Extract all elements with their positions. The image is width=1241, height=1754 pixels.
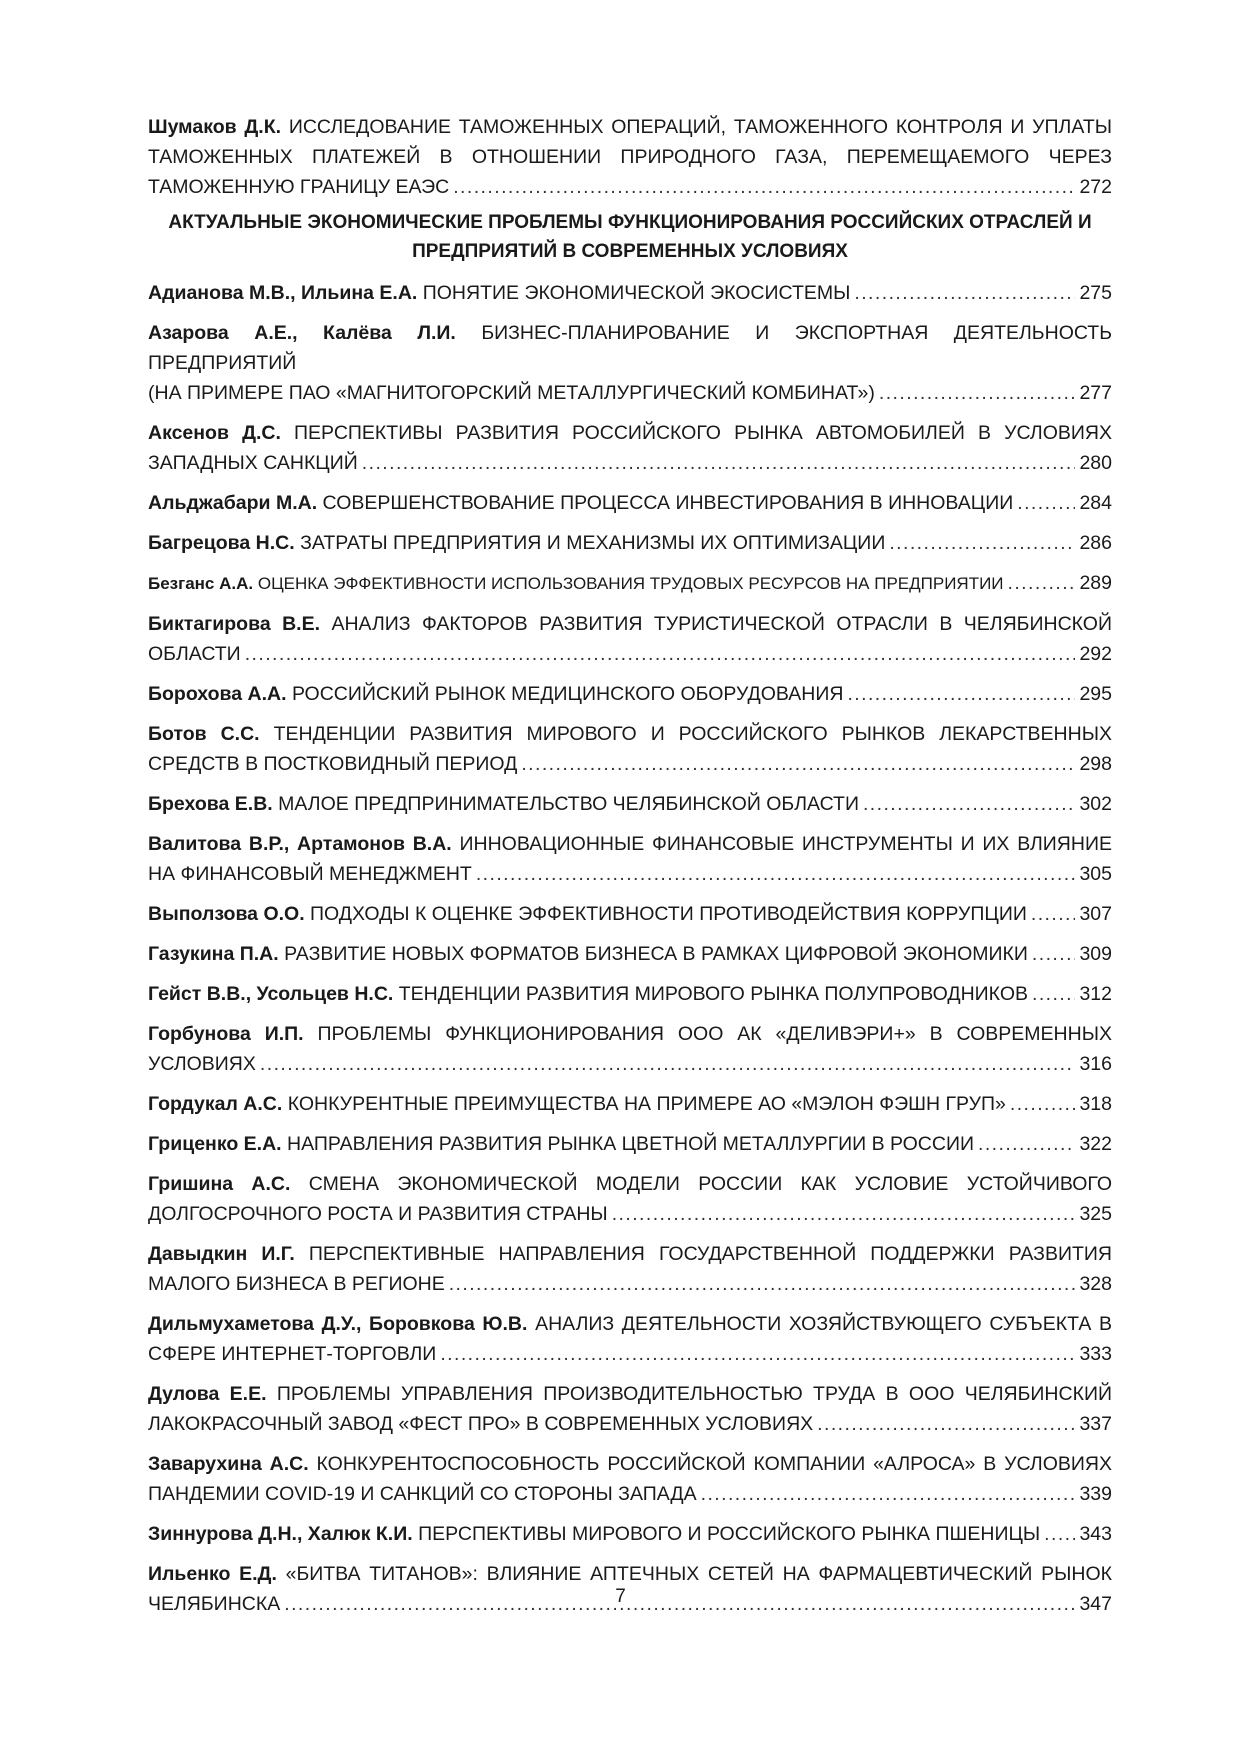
toc-entry-title-wrap [148,749,517,779]
toc-entry-title-end: ЧЕЛЯБИНСКА [148,1593,281,1615]
toc-entry-line [148,829,1112,859]
toc-entry-title-end: ПАНДЕМИИ COVID-19 И САНКЦИЙ СО СТОРОНЫ ЗАПАДА [148,1483,697,1505]
dot-leader [978,1129,1075,1159]
toc-entry [148,528,1112,558]
toc-entry-author: Ильенко Е.Д. [148,1563,277,1585]
toc-entry [148,1449,1112,1509]
toc-entry-page-number: 275 [1079,282,1112,304]
toc-entry-title-end: ЗАПАДНЫХ САНКЦИЙ [148,452,358,474]
toc-entry-title-end: ПОДХОДЫ К ОЦЕНКЕ ЭФФЕКТИВНОСТИ ПРОТИВОДЕЙСТВИЯ КОРРУПЦИИ [310,903,1027,925]
toc-entry-title-wrap [148,789,859,819]
toc-entry-tail [148,1199,1112,1229]
dot-leader [701,1479,1076,1509]
toc-entry-title-wrap [148,1339,436,1369]
toc-entry [148,979,1112,1009]
toc-entry-page-number: 302 [1079,793,1112,815]
toc-entry-title-end: ОБЛАСТИ [148,643,241,665]
dot-leader [362,448,1076,478]
toc-entry-title-end: ДОЛГОСРОЧНОГО РОСТА И РАЗВИТИЯ СТРАНЫ [148,1203,608,1225]
toc-entry-first [148,112,1112,202]
dot-leader [1032,979,1075,1009]
dot-leader [863,789,1075,819]
toc-entry-title-wrap [148,1409,813,1439]
toc-entry [148,1129,1112,1159]
toc-entry-title-end: МАЛОГО БИЗНЕСА В РЕГИОНЕ [148,1273,445,1295]
toc-entry-page-number: 322 [1079,1133,1112,1155]
toc-entry [148,679,1112,709]
toc-entry-page-number: 339 [1079,1483,1112,1505]
table-of-contents [148,112,1112,1629]
toc-entry-page-number: 333 [1079,1343,1112,1365]
toc-entry-title-wrap [148,979,1028,1009]
toc-entry-tail [148,1089,1112,1119]
toc-entry-tail [148,979,1112,1009]
toc-entry-author: Борохова А.А. [148,683,287,705]
toc-entry [148,318,1112,408]
toc-entry-line [148,318,1112,378]
toc-entry-title: ИННОВАЦИОННЫЕ ФИНАНСОВЫЕ ИНСТРУМЕНТЫ И ИХ ВЛИЯНИЕ [459,833,1112,855]
toc-entry-title-end: (НА ПРИМЕРЕ ПАО «МАГНИТОГОРСКИЙ МЕТАЛЛУРГИЧЕСКИЙ КОМБИНАТ») [148,382,875,404]
toc-entry-page-number: 318 [1079,1093,1112,1115]
toc-entry-page-number: 286 [1079,532,1112,554]
dot-leader [817,1409,1075,1439]
toc-entry-title-end: НАПРАВЛЕНИЯ РАЗВИТИЯ РЫНКА ЦВЕТНОЙ МЕТАЛЛУРГИИ В РОССИИ [287,1133,974,1155]
toc-entry-page-number: 292 [1079,643,1112,665]
toc-entry-title-end: СФЕРЕ ИНТЕРНЕТ-ТОРГОВЛИ [148,1343,437,1365]
toc-entry-title-end: ЗАТРАТЫ ПРЕДПРИЯТИЯ И МЕХАНИЗМЫ ИХ ОПТИМИЗАЦИИ [300,532,886,554]
toc-entry-title-wrap [148,859,472,889]
toc-entry-title-wrap [148,1089,1006,1119]
toc-entry-line [148,1239,1112,1269]
toc-entry-page-number: 289 [1079,572,1112,594]
toc-entry [148,1019,1112,1079]
toc-entry-author: Адианова М.В., Ильина Е.А. [148,282,418,304]
dot-leader [1032,939,1076,969]
toc-entry-tail [148,1269,1112,1299]
toc-entry-title: ПРОБЛЕМЫ ФУНКЦИОНИРОВАНИЯ ООО АК «ДЕЛИВЭРИ+» В СОВРЕМЕННЫХ [317,1023,1112,1045]
toc-entry-author: Дулова Е.Е. [148,1383,267,1405]
dot-leader [521,749,1075,779]
page-number: 7 [615,1586,626,1607]
toc-entry-tail [148,1049,1112,1079]
toc-entry-title: «БИТВА ТИТАНОВ»: ВЛИЯНИЕ АПТЕЧНЫХ СЕТЕЙ НА ФАРМАЦЕВТИЧЕСКИЙ РЫНОК [285,1563,1112,1585]
toc-entry [148,1309,1112,1369]
toc-entry-title-wrap [148,278,850,308]
toc-entry-title-wrap [148,939,1028,969]
toc-entry-title: АНАЛИЗ ДЕЯТЕЛЬНОСТИ ХОЗЯЙСТВУЮЩЕГО СУБЪЕКТА В [535,1313,1112,1335]
dot-leader [847,679,1075,709]
toc-entry-author: Выползова О.О. [148,903,305,925]
toc-entry-page-number: 347 [1079,1593,1112,1615]
dot-leader [1008,568,1076,598]
toc-entry [148,829,1112,889]
toc-entry-title-end: КОНКУРЕНТНЫЕ ПРЕИМУЩЕСТВА НА ПРИМЕРЕ АО «МЭЛОН ФЭШН ГРУП» [287,1093,1006,1115]
toc-entry-title-end: ОЦЕНКА ЭФФЕКТИВНОСТИ ИСПОЛЬЗОВАНИЯ ТРУДОВЫХ РЕСУРСОВ НА ПРЕДПРИЯТИИ [257,574,1004,593]
toc-entry-author: Биктагирова В.Е. [148,613,321,635]
dot-leader [453,172,1075,202]
toc-entry-title-wrap [148,448,358,478]
toc-entry-author: Безганс А.А. [148,574,254,593]
toc-entry-title-end: РАЗВИТИЕ НОВЫХ ФОРМАТОВ БИЗНЕСА В РАМКАХ ЦИФРОВОЙ ЭКОНОМИКИ [284,943,1028,965]
toc-entry [148,488,1112,518]
toc-entry [148,609,1112,669]
toc-entry-title-end: МАЛОЕ ПРЕДПРИНИМАТЕЛЬСТВО ЧЕЛЯБИНСКОЙ ОБЛАСТИ [278,793,859,815]
toc-entry-tail [148,749,1112,779]
toc-entry-author: Заварухина А.С. [148,1453,309,1475]
dot-leader [260,1049,1076,1079]
toc-entry-author: Азарова А.Е., Калёва Л.И. [148,322,456,344]
toc-entry-title-wrap [148,488,1013,518]
toc-entry [148,1089,1112,1119]
toc-entry-title: КОНКУРЕНТОСПОСОБНОСТЬ РОССИЙСКОЙ КОМПАНИИ «АЛРОСА» В УСЛОВИЯХ [316,1453,1112,1475]
toc-entry-author: Валитова В.Р., Артамонов В.А. [148,833,452,855]
toc-entry-author: Багрецова Н.С. [148,532,295,554]
toc-entry-author: Гордукал А.С. [148,1093,283,1115]
toc-entry-line [148,112,1112,142]
toc-entry [148,1379,1112,1439]
toc-entry-title-end: СРЕДСТВ В ПОСТКОВИДНЫЙ ПЕРИОД [148,753,518,775]
toc-entry-tail [148,1339,1112,1369]
toc-entry-page-number: 295 [1079,683,1112,705]
toc-entry-page-number: 337 [1079,1413,1112,1435]
toc-entry-line: ТАМОЖЕННЫХ ПЛАТЕЖЕЙ В ОТНОШЕНИИ ПРИРОДНОГО ГАЗА, ПЕРЕМЕЩАЕМОГО ЧЕРЕЗ [148,146,1112,168]
toc-entry [148,278,1112,308]
toc-entry-tail [148,859,1112,889]
toc-entry-title-wrap [148,679,843,709]
dot-leader [449,1269,1076,1299]
toc-entry-title-end: НА ФИНАНСОВЫЙ МЕНЕДЖМЕНТ [148,863,472,885]
toc-entry-author: Гриценко Е.А. [148,1133,282,1155]
toc-entry-title-wrap [148,1479,697,1509]
toc-entry-title: ПРОБЛЕМЫ УПРАВЛЕНИЯ ПРОИЗВОДИТЕЛЬНОСТЬЮ ТРУДА В ООО ЧЕЛЯБИНСКИЙ [276,1383,1112,1405]
toc-entry-page-number: 305 [1079,863,1112,885]
toc-entry [148,568,1112,599]
toc-entry-author: Ботов С.С. [148,723,260,745]
toc-entry-title: БИЗНЕС-ПЛАНИРОВАНИЕ И ЭКСПОРТНАЯ ДЕЯТЕЛЬНОСТЬ ПРЕДПРИЯТИЙ [148,322,1113,374]
toc-entry-page-number: 272 [1079,176,1112,198]
toc-entry-page-number: 280 [1079,452,1112,474]
dot-leader [854,278,1075,308]
toc-entry-line [148,719,1112,749]
toc-entry-title-wrap [148,1199,608,1229]
toc-entry-title: ТЕНДЕНЦИИ РАЗВИТИЯ МИРОВОГО И РОССИЙСКОГО РЫНКОВ ЛЕКАРСТВЕННЫХ [273,723,1112,745]
dot-leader [1010,1089,1076,1119]
toc-entry-title-wrap [148,378,875,408]
toc-entry-title-end: ТЕНДЕНЦИИ РАЗВИТИЯ МИРОВОГО РЫНКА ПОЛУПРОВОДНИКОВ [398,983,1028,1005]
toc-entry-title-wrap [148,528,885,558]
toc-entry-title-end: ТАМОЖЕННУЮ ГРАНИЦУ ЕАЭС [148,176,450,198]
toc-entry-author: Газукина П.А. [148,943,279,965]
toc-entry-title: ИССЛЕДОВАНИЕ ТАМОЖЕННЫХ ОПЕРАЦИЙ, ТАМОЖЕННОГО КОНТРОЛЯ И УПЛАТЫ [288,116,1112,138]
toc-entry-author: Зиннурова Д.Н., Халюк К.И. [148,1523,413,1545]
toc-entry-tail [148,1519,1112,1549]
toc-entry-author: Альджабари М.А. [148,492,318,514]
toc-entry-page-number: 307 [1079,903,1112,925]
toc-entry-tail [148,789,1112,819]
toc-entry-tail [148,1129,1112,1159]
toc-entry-tail [148,568,1112,599]
toc-entry-title: ПЕРСПЕКТИВНЫЕ НАПРАВЛЕНИЯ ГОСУДАРСТВЕННОЙ ПОДДЕРЖКИ РАЗВИТИЯ [308,1243,1112,1265]
toc-entry [148,789,1112,819]
toc-entry-author: Брехова Е.В. [148,793,273,815]
toc-entry-line [148,418,1112,448]
toc-entry-title-end: РОССИЙСКИЙ РЫНОК МЕДИЦИНСКОГО ОБОРУДОВАНИЯ [291,683,844,705]
dot-leader [612,1199,1076,1229]
dot-leader [476,859,1076,889]
toc-entry-title-wrap [148,1129,974,1159]
toc-entry-line [148,609,1112,639]
toc-entry-page-number: 284 [1079,492,1112,514]
toc-entry-tail [148,488,1112,518]
toc-entry [148,418,1112,478]
toc-entry-page-number: 298 [1079,753,1112,775]
toc-entry-title-wrap [148,1519,1040,1549]
toc-entry [148,1519,1112,1549]
toc-entry [148,1169,1112,1229]
dot-leader [889,528,1075,558]
toc-entry-page-number: 277 [1079,382,1112,404]
toc-entry-author: Шумаков Д.К. [148,116,282,138]
toc-entry [148,1239,1112,1299]
toc-entry-page-number: 343 [1079,1523,1112,1545]
toc-entry-tail [148,1409,1112,1439]
toc-entry-tail [148,278,1112,308]
toc-entry-title: АНАЛИЗ ФАКТОРОВ РАЗВИТИЯ ТУРИСТИЧЕСКОЙ ОТРАСЛИ В ЧЕЛЯБИНСКОЙ [331,613,1112,635]
toc-entry-page-number: 325 [1079,1203,1112,1225]
toc-entry-line [148,1559,1112,1589]
toc-entry-title: ПЕРСПЕКТИВЫ РАЗВИТИЯ РОССИЙСКОГО РЫНКА АВТОМОБИЛЕЙ В УСЛОВИЯХ [294,422,1113,444]
toc-entry-title-end: УСЛОВИЯХ [148,1053,256,1075]
toc-entry-title-end: ПОНЯТИЕ ЭКОНОМИЧЕСКОЙ ЭКОСИСТЕМЫ [422,282,851,304]
toc-entries [148,278,1112,1619]
toc-entry-author: Аксенов Д.С. [148,422,281,444]
toc-entry-page-number: 316 [1079,1053,1112,1075]
toc-entry-author: Гейст В.В., Усольцев Н.С. [148,983,394,1005]
toc-entry-tail [148,172,1112,202]
toc-entry-tail [148,378,1112,408]
toc-entry-line [148,1379,1112,1409]
dot-leader [1031,899,1076,929]
dot-leader [245,639,1076,669]
section-heading-line: АКТУАЛЬНЫЕ ЭКОНОМИЧЕСКИЕ ПРОБЛЕМЫ ФУНКЦИОНИРОВАНИЯ РОССИЙСКИХ ОТРАСЛЕЙ И [168,212,1092,233]
toc-entry-title-end: ЛАКОКРАСОЧНЫЙ ЗАВОД «ФЕСТ ПРО» В СОВРЕМЕННЫХ УСЛОВИЯХ [148,1413,814,1435]
toc-entry-page-number: 309 [1079,943,1112,965]
toc-entry-line [148,1449,1112,1479]
toc-entry-tail [148,939,1112,969]
toc-entry-title-wrap [148,1049,256,1079]
toc-entry-line [148,1169,1112,1199]
toc-entry-title-end: ПЕРСПЕКТИВЫ МИРОВОГО И РОССИЙСКОГО РЫНКА ПШЕНИЦЫ [418,1523,1041,1545]
toc-entry-title-wrap [148,899,1027,929]
toc-entry-page-number: 312 [1079,983,1112,1005]
toc-entry-tail [148,679,1112,709]
toc-entry [148,899,1112,929]
dot-leader [440,1339,1075,1369]
toc-entry-tail [148,899,1112,929]
toc-entry-tail [148,1479,1112,1509]
toc-entry-author: Гришина А.С. [148,1173,291,1195]
toc-entry-title: СМЕНА ЭКОНОМИЧЕСКОЙ МОДЕЛИ РОССИИ КАК УСЛОВИЕ УСТОЙЧИВОГО [308,1173,1112,1195]
toc-entry-title-wrap [148,639,241,669]
toc-entry-page-number: 328 [1079,1273,1112,1295]
toc-entry-line [148,1309,1112,1339]
toc-entry-tail [148,528,1112,558]
toc-entry-line [148,1019,1112,1049]
toc-entry [148,719,1112,779]
toc-entry-tail [148,448,1112,478]
section-heading-line: ПРЕДПРИЯТИЙ В СОВРЕМЕННЫХ УСЛОВИЯХ [412,241,848,262]
toc-entry-tail [148,639,1112,669]
toc-entry-author: Давыдкин И.Г. [148,1243,295,1265]
dot-leader [1017,488,1075,518]
toc-entry [148,939,1112,969]
toc-entry-title-end: СОВЕРШЕНСТВОВАНИЕ ПРОЦЕССА ИНВЕСТИРОВАНИЯ В ИННОВАЦИИ [322,492,1014,514]
dot-leader [1044,1519,1075,1549]
dot-leader [879,378,1076,408]
toc-entry-title-wrap [148,569,1004,599]
toc-entry-author: Горбунова И.П. [148,1023,304,1045]
toc-entry-author: Дильмухаметова Д.У., Боровкова Ю.В. [148,1313,528,1335]
section-heading [148,208,1112,266]
toc-entry-title-wrap [148,1269,445,1299]
